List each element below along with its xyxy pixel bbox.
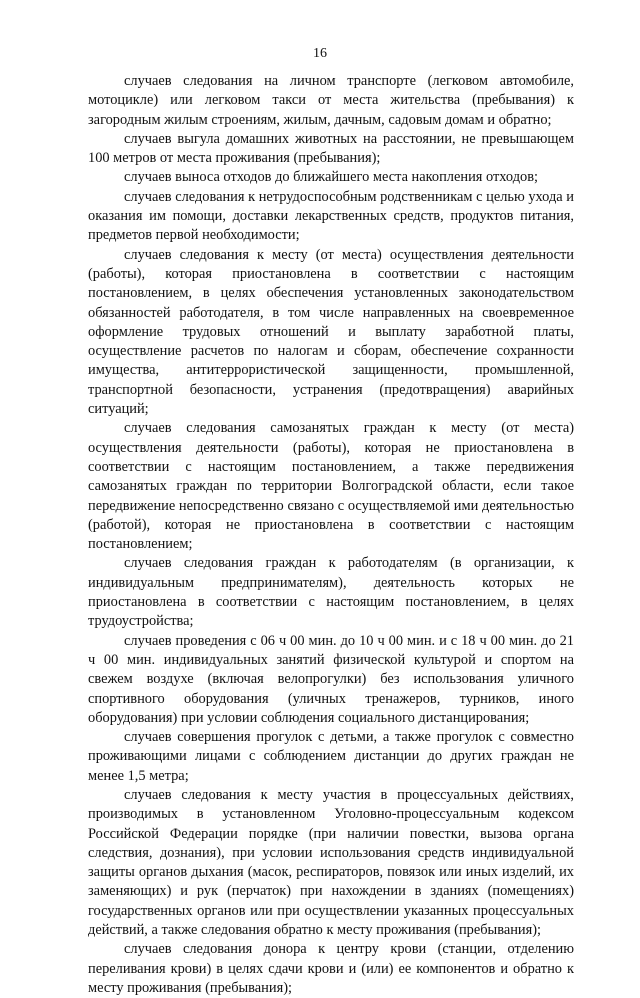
paragraph-relatives-care: случаев следования к нетрудоспособным родственникам с целью ухода и оказания им помощи, доставки лекарственных средств, продуктов питания, предметов первой необходимости; bbox=[88, 188, 574, 244]
paragraph-procedural-actions: случаев следования к месту участия в процессуальных действиях, производимых в установленном Уголовно-процессуальным кодексом Российской Федерации порядке (при наличии повестки, вызова органа следствия, дознания), при условии использования средств индивидуальной защиты органов дыхания (масок, респираторов, повязок или иных изделий, их заменяющих) и рук (перчаток) при нахождении в зданиях (помещениях) государственных органов или при осуществлении указанных процессуальных действий, а также следования обратно к месту проживания (пребывания); bbox=[88, 786, 574, 939]
paragraph-pet-walking: случаев выгула домашних животных на расстоянии, не превышающем 100 метров от места проживания (пребывания); bbox=[88, 130, 574, 167]
page-number: 16 bbox=[313, 46, 327, 61]
paragraph-blood-donor: случаев следования донора к центру крови (станции, отделению переливания крови) в целях сдачи крови и (или) ее компонентов и обратно к месту проживания (пребывания); bbox=[88, 941, 574, 996]
paragraph-suspended-work: случаев следования к месту (от места) осуществления деятельности (работы), которая приостановлена в соответствии с настоящим постановлением, в целях обеспечения установленных законодательством обязанностей работодателя, в том числе направленных на своевременное оформление трудовых отношений и выплату заработной платы, осуществление расчетов по налогам и сборам, обеспечение сохранности имущества, антитеррористической защищенности, промышленной, транспортной безопасности, устранения (предотвращения) аварийных ситуаций; bbox=[88, 246, 574, 418]
paragraph-self-employed: случаев следования самозанятых граждан к месту (от места) осуществления деятельности (работы), которая не приостановлена в соответствии с настоящим постановлением, а также передвижения самозанятых граждан по территории Волгоградской области, если такое передвижение непосредственно связано с осуществляемой ими деятельностью (работой), которая не приостановлена в соответствии с настоящим постановлением; bbox=[88, 420, 574, 553]
paragraph-walks-with-children: случаев совершения прогулок с детьми, а также прогулок с совместно проживающими лицами с соблюдением дистанции до других граждан не менее 1,5 метра; bbox=[88, 729, 574, 784]
paragraph-private-transport: случаев следования на личном транспорте (легковом автомобиле, мотоцикле) или легковом такси от места жительства (пребывания) к загородным жилым строениям, жилым, дачным, садовым домам и обратно; bbox=[88, 73, 574, 128]
paragraph-employment: случаев следования граждан к работодателям (в организации, к индивидуальным предпринимателям), деятельность которых не приостановлена в соответствии с настоящим постановлением, в целях трудоустройства; bbox=[88, 555, 574, 630]
paragraph-outdoor-sport: случаев проведения с 06 ч 00 мин. до 10 ч 00 мин. и с 18 ч 00 мин. до 21 ч 00 мин. индивидуальных занятий физической культурой и спортом на свежем воздухе (включая велопрогулки) без использования уличного спортивного оборудования (уличных тренажеров, турников, иного оборудования) при условии соблюдения социального дистанцирования; bbox=[88, 632, 574, 726]
paragraph-waste-removal: случаев выноса отходов до ближайшего места накопления отходов; bbox=[124, 169, 539, 186]
document-body bbox=[88, 72, 574, 998]
